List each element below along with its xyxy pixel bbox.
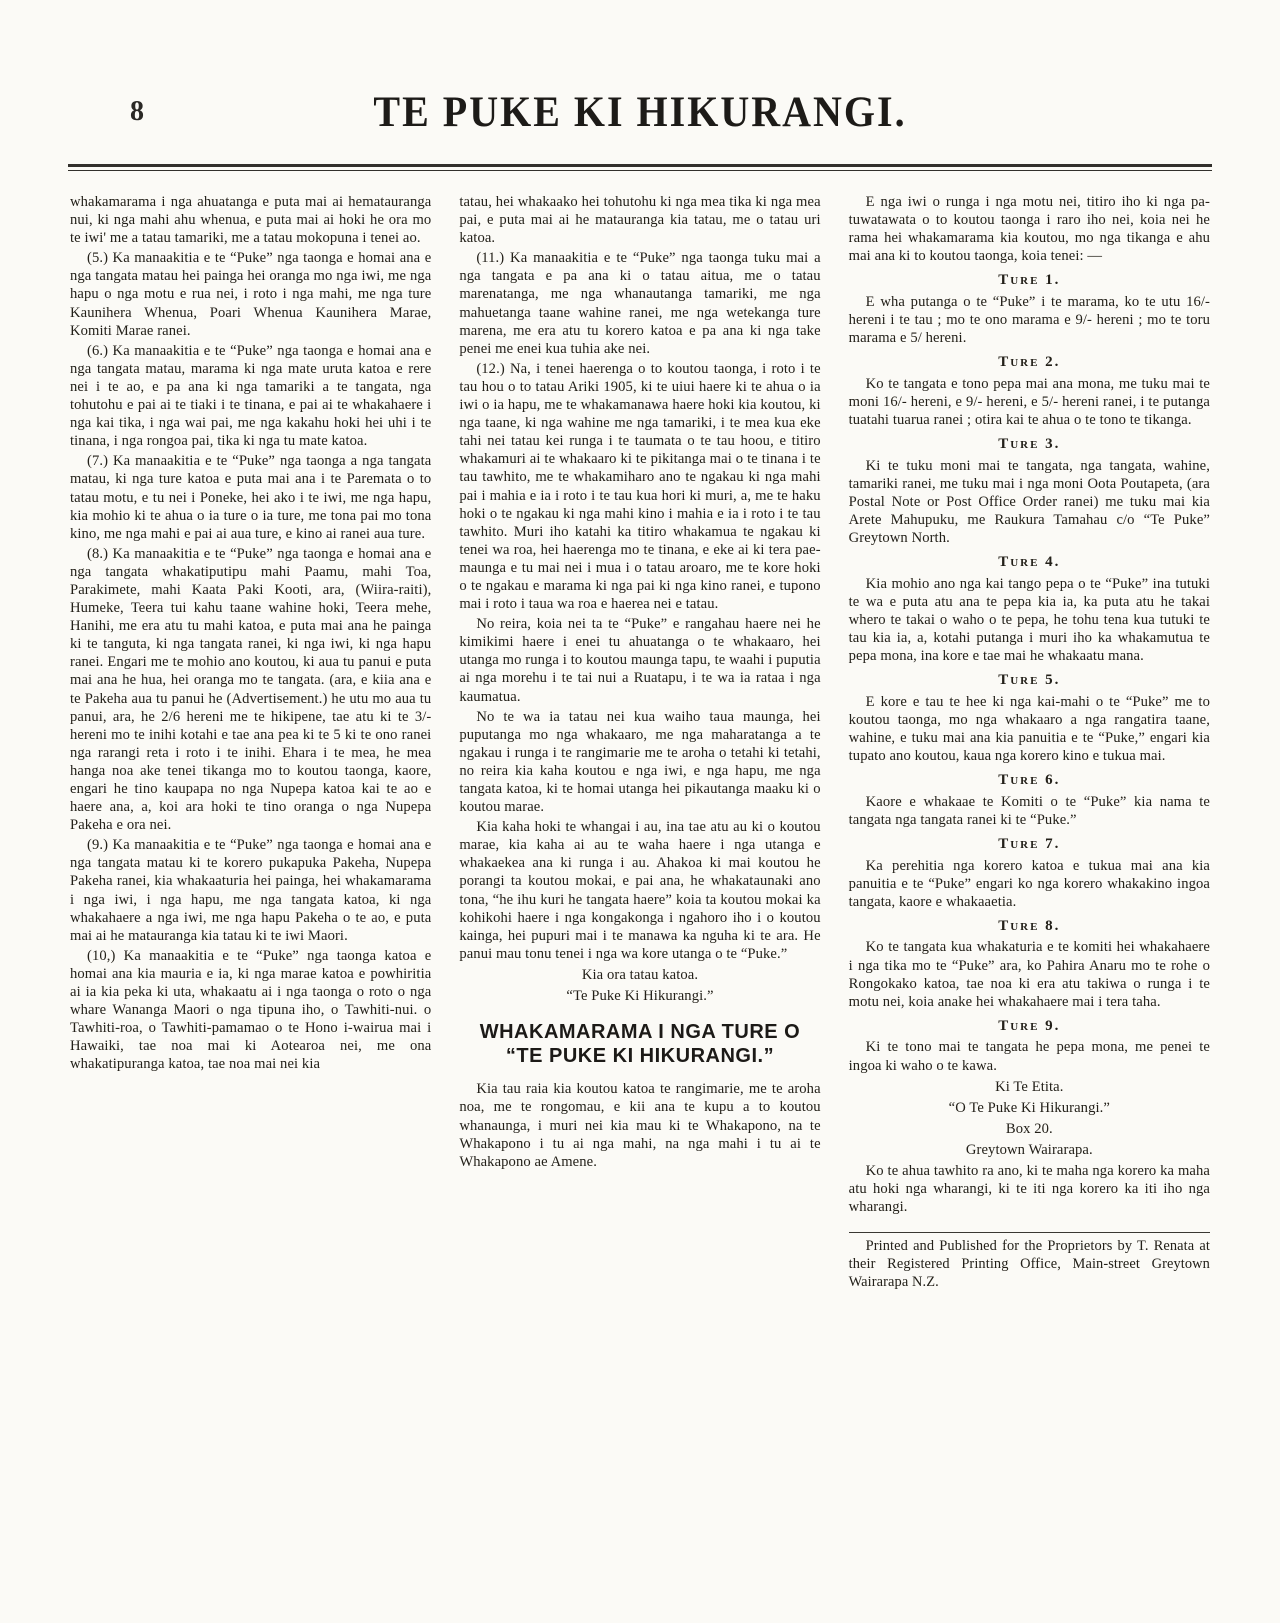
address-line-box: Box 20. — [1005, 1120, 1053, 1137]
paragraph-item-5: (5.) Ka manaakitia e te “Puke” nga taonga e homai ana e nga tangata matau hei painga hei oranga mo nga iwi, me nga hapu o nga motu e rua nei, i roto i nga mahi, me nga ture Kaunihera Whenua, Poari Whenua Kaunihera Marae, Komiti Marae ranei. — [70, 250, 432, 339]
ture-4-paragraph: Kia mohio ano nga kai tango pepa o te “Puke” ina tutuki te wa e puta atu ana te pepa kia ia, ka puta atu he takai whero te takai o waho o te pepa, he tohu tena kua tutuki te tau kia ia, a, kotahi putanga i muri iho ka whakamutua te pepa mona, ina kore e tae mai he whakaatu mana. — [848, 575, 1210, 665]
section-heading: WHAKAMARAMA I NGA TURE O “TE PUKE KI HIKURANGI.” — [479, 1021, 801, 1067]
masthead-double-rule — [68, 164, 1212, 171]
paragraph-item-6: (6.) Ka manaakitia e te “Puke” nga taonga e homai ana e nga tangata matau, marama ki nga mate uruta katoa e rere nei i te ao, e pa ana ki nga tamariki a te tangata, nga tohutohu e pai ai te tiaki i te tinana, e pai ai te whakahaere i nga kai tika, i nga wai pai, me nga kakahu hoki hei uhi i te tinana, i nga rongoa pai, tika ki nga tu mate katoa. — [70, 342, 432, 450]
ture-5-paragraph: E kore e tau te hee ki nga kai-mahi o te “Puke” me to koutou taonga, mo nga whakaaro a nga rangatira taane, wahine, e tuku mai ana kia panuitia e te “Puke,” engari kia tupato ano koutou, kaua nga korero kino e tukua mai. — [848, 693, 1210, 765]
paragraph-continuation: whakamarama i nga ahuatanga e puta mai ai hematauranga nui, ki nga mahi ahu whenua, e puta mai ai hoki he ora mo te iwi' me a tatau tamariki, me a tatau mokopuna i tenei ao. — [70, 194, 432, 247]
page-header — [0, 0, 1280, 150]
ture-8-paragraph: Ko te tangata kua whakaturia e te komiti hei whakahaere i nga tika mo te “Puke” ara, ko Pahira Anaru mo te rohe o Rongokako katoa, tae noa ki era atu takiwa o runga i te motu nei, koia anake hei whakahaere mai i tera taha. — [848, 939, 1210, 1010]
paragraph: No te wa ia tatau nei kua waiho taua maunga, hei puputanga mo nga whakaaro, me nga maharatanga a te ngakau i runga i te rangimarie me te aroha o tetahi ki tetahi, no reira kia kaha koutou e nga iwi, e nga hapu, me nga tangata katoa, ki te homai utanga hei pikautanga maaku ki o koutou marae. — [459, 708, 821, 816]
printer-imprint — [849, 1232, 1210, 1292]
ture-8-heading: Ture 8. — [998, 917, 1061, 934]
paragraph-item-9: (9.) Ka manaakitia e te “Puke” nga taonga e homai ana e nga tangata matau ki te korero pukapuka Pakeha, Nupepa Pakeha ranei, kia whakaaturia hei painga, hei whakamarama i nga iwi, i nga hapu, me nga tangata katoa, ki nga whakahaere a nga iwi, me nga hapu Pakeha o te ao, e puta mai ai he matauranga kia tatau ki te iwi Maori. — [70, 837, 432, 944]
page-number: 8 — [130, 96, 144, 127]
ture-4-heading: Ture 4. — [998, 554, 1061, 571]
paragraph-item-12: (12.) Na, i tenei haerenga o to koutou taonga, i roto i te tau hou o to tatau Ariki 1905, ki te uiui haere ki te ahua o ia iwi o ia hapu, me te whakamanawa haere hoki kia koutou, ki nga taane, ki nga wahine me nga tamariki, i te mea kua eke tahi nei tatau kei runga i te taumata o te tau hoou, e titiro whakamuri ai te whakaaro ki te pikitanga mai o te tinana i te tau tawhito, me te whakamiharo ano te ngakau ki nga mahi pai i mahia e ia i roto i te tau kua hori ki muri, a, me te haku hoki o te ngakau ki nga mahi kino i mahia e ia i roto i te tau tawhito. Muri iho katahi ka titiro whakamua te ngakau ki tenei wa roa, hei haerenga mo te tinana, e eke ai ki tera pae-maunga e tu mai nei i mua i o tatau aroaro, me te kore hoki o te ngakau e marama ki nga pai ki nga kino ranei, e tupono mai i roto i taua wa roa e haerea nei e tatau. — [459, 360, 821, 613]
article-columns — [0, 171, 1280, 1292]
ture-6-paragraph: Kaore e whakaae te Komiti o te “Puke” kia nama te tangata nga tangata ranei ki te “Puke.” — [848, 793, 1210, 828]
paragraph: Kia tau raia kia koutou katoa te rangimarie, me te aroha noa, me te rongomau, e kii ana te kupu a to koutou whanaunga, i muri nei kia mau ki te Whakapono, na te Whakapono i tu ai nga mahi, na nga mahi i tu ai te Whakapono ae Amene. — [459, 1081, 821, 1170]
closing-line: Kia ora tatau katoa. — [581, 966, 699, 983]
imprint-text: Printed and Published for the Proprietors by T. Renata at their Registered Printing Office, Main-street Greytown Wairarapa N.Z. — [848, 1238, 1210, 1290]
ture-3-paragraph: Ki te tuku moni mai te tangata, nga tangata, wahine, tamariki ranei, me tuku mai i nga moni Oota Poutapeta, (ara Postal Note or Post Office Order ranei) me tuku mai kia Arete Mahupuku, me Raukura Tamahau c/o “Te Puke” Greytown North. — [848, 457, 1210, 547]
column-2 — [459, 193, 820, 1292]
masthead-title: TE PUKE KI HIKURANGI. — [373, 87, 907, 136]
ture-1-heading: Ture 1. — [998, 272, 1061, 289]
paragraph-item-7: (7.) Ka manaakitia e te “Puke” nga taonga a nga tangata matau, ki nga ture katoa e puta mai ana i te Paremata o to tatau motu, e tu nei i Poneke, hei ako i te iwi, me nga hapu, kia mohio ki te ahua o ia ture o ia ture, me tona pai mo tona kino, me nga mahi e pai ai aua ture, e kino ai ranei aua ture. — [70, 453, 432, 542]
paragraph-item-11: (11.) Ka manaakitia e te “Puke” nga taonga tuku mai a nga tangata e pa ana ki o tatau aitua, me o tatau marenatanga, me nga whanautanga tamariki, me nga mahuetanga taane wahine ranei, me nga wetekanga ture marena, me era atu tu korero katoa e pa ana ki nga take penei me enei kua tuhia ake nei. — [459, 250, 821, 357]
ture-5-heading: Ture 5. — [998, 672, 1061, 689]
paragraph-item-8: (8.) Ka manaakitia e te “Puke” nga taonga e homai ana e nga tangata whakatiputipu mahi Paamu, mahi Toa, Parakimete, mahi Kaata Paki Kooti, ara, (Wiira-raiti), Humeke, Teera tui kahu taane wahine hoki, Teera mehe, Hanihi, me era atu tu mahi katoa, e puta mai ana he painga ki te tanguta, ki nga tangata ranei, ki nga iwi, ki nga hapu ranei. Engari me te mohio ano koutou, ki aua tu panui e puta mai ana he hua, hei oranga mo te tangata. (ara, e kiia ana e te Pakeha aua tu panui he (Advertisement.) he utu mo aua tu panui, ara, he 2/6 hereni me te hikipene, tae atu ki te 3/- hereni mo te inihi kotahi e tae ana pea ki te 5 ki te ono ranei nga rarangi reta i roto i te inihi. Ehara i te mea, he mea hanga noa ake tenei tikanga mo to koutou taonga, kaore, engari he tino kaupapa no nga Nupepa katoa kai te ao e haere ana, a, koi ara hoki te tino oranga o nga Nupepa Pakeha e ora nei. — [70, 545, 432, 834]
ture-3-heading: Ture 3. — [998, 436, 1061, 453]
paragraph: No reira, koia nei ta te “Puke” e rangahau haere nei he kimikimi haere i enei tu ahuatanga o te whakaaro, hei utanga mo runga i to koutou maunga tapu, te waahi i puputia ai nga morehu i te tai nui a Ruatapu, i te wa ia rataa i nga kaumatua. — [459, 616, 821, 705]
ture-1-paragraph: E wha putanga o te “Puke” i te marama, ko te utu 16/- hereni i te tau ; mo te ono marama e 9/- hereni ; mo te toru marama e 5/ hereni. — [848, 293, 1210, 347]
signature-line: “Te Puke Ki Hikurangi.” — [566, 988, 714, 1005]
ture-7-heading: Ture 7. — [998, 836, 1061, 852]
address-line-editor: Ki Te Etita. — [995, 1078, 1064, 1095]
ture-2-paragraph: Ko te tangata e tono pepa mai ana mona, me tuku mai te moni 16/- hereni, e 9/- hereni, e 5/- hereni ranei, i te putanga tuatahi tuarua ranei ; otira kai te ahua o te tono te tikanga. — [848, 375, 1210, 429]
paragraph: Kia kaha hoki te whangai i au, ina tae atu au ki o koutou marae, kia kaha ai au te waha haere i nga utanga e whakaekea ana ki runga i au. Ahakoa ki mai koutou he porangi ta koutou mokai, e pai ana, he whakataunaki ano tona, “he ihu kuri he tangata haere” koia ta koutou mokai ka kohikohi haere i nga kongakonga i ngahoro iho i o koutou kainga, hei pupuri mai i te manawa ka nguha ki te ara. He panui mau tonu tenei i nga wa kore utanga o te “Puke.” — [459, 819, 821, 962]
paragraph-continuation: tatau, hei whakaako hei tohutohu ki nga mea tika ki nga mea pai, e puta mai ai he matauranga kia tatau, me o tatau uri katoa. — [459, 194, 821, 247]
paragraph-item-10: (10,) Ka manaakitia e te “Puke” nga taonga katoa e homai ana kia mauria e ia, ki nga marae katoa e powhiritia ai ia kia peka ki uta, whakaatu ai i nga taonga o roto o nga whare Wananga Maori o nga tipuna iho, o Tawhiti-nui. o Tawhiti-roa, o Tawhiti-pamamao o te Hono i-wairua mai i Hawaiki, tae noa mai ki Aotearoa nei, me ona whakatipuranga katoa, tae noa mai nei kia — [70, 947, 432, 1073]
address-line-title: “O Te Puke Ki Hikurangi.” — [948, 1099, 1110, 1116]
paragraph-intro: E nga iwi o runga i nga motu nei, titiro iho ki nga pa-tuwatawata o to koutou taonga i raro iho nei, koia nei he rama hei whakamarama kia koutou, mo nga tikanga e ahu mai ana ki to koutou taonga, koia tenei: — — [848, 194, 1210, 265]
column-1 — [70, 193, 431, 1292]
ture-2-heading: Ture 2. — [998, 354, 1061, 371]
ture-9-paragraph: Ki te tono mai te tangata he pepa mona, me penei te ingoa ki waho o te kawa. — [848, 1039, 1210, 1074]
ture-6-heading: Ture 6. — [998, 772, 1061, 789]
paragraph-closing: Ko te ahua tawhito ra ano, ki te maha nga korero ka maha atu hoki nga wharangi, ki te iti nga korero ka iti iho nga wharangi. — [848, 1163, 1210, 1216]
address-line-town: Greytown Wairarapa. — [965, 1141, 1093, 1158]
ture-9-heading: Ture 9. — [998, 1017, 1061, 1034]
ture-7-paragraph: Ka perehitia nga korero katoa e tukua mai ana kia panuitia e te “Puke” engari ko nga korero whakakino ingoa tangata, kaore e whakaaetia. — [848, 857, 1210, 910]
column-3 — [849, 193, 1210, 1292]
